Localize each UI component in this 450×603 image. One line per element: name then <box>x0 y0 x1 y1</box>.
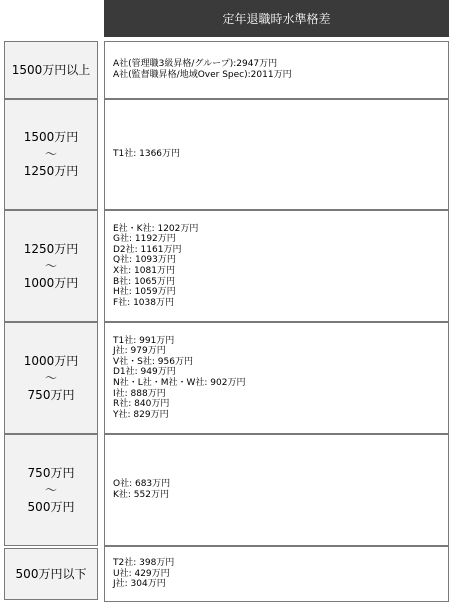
company-entry: D2社: 1161万円 <box>113 244 182 255</box>
table-header <box>104 0 449 37</box>
band-line: 500万円以下 <box>15 566 87 581</box>
company-entry: K社: 552万円 <box>113 490 169 500</box>
band-line: 750万円 <box>27 465 75 480</box>
company-entry: R社: 840万円 <box>113 399 170 410</box>
company-entry: Y社: 829万円 <box>113 409 169 420</box>
company-entry: A社(監督職昇格/地域Over Spec):2011万円 <box>113 70 292 80</box>
company-list-cell <box>104 322 449 434</box>
header-title: 定年退職時水準格差 <box>222 12 331 26</box>
company-entry: G社: 1192万円 <box>113 234 176 245</box>
salary-band-label <box>4 434 98 546</box>
company-list-cell <box>104 434 449 546</box>
band-line: 750万円 <box>27 387 75 402</box>
company-list-cell <box>104 210 449 322</box>
company-entry: I社: 888万円 <box>113 388 166 399</box>
band-line: ～ <box>44 258 57 273</box>
band-line: 1250万円 <box>23 164 79 178</box>
company-list-cell <box>104 546 449 602</box>
company-entry: Q社: 1093万円 <box>113 255 176 266</box>
company-entry: N社・L社・M社・W社: 902万円 <box>113 378 246 388</box>
band-line: 1250万円 <box>23 241 79 256</box>
company-entry: J社: 304万円 <box>113 579 166 590</box>
band-line: 1000万円 <box>23 275 79 290</box>
band-line: 1500万円以上 <box>11 62 91 77</box>
band-line: 500万円 <box>27 499 75 514</box>
company-entry: A社(管理職3級昇格/グループ):2947万円 <box>113 59 278 70</box>
company-entry: U社: 429万円 <box>113 568 170 579</box>
salary-band-label <box>4 41 98 99</box>
company-entry: T1社: 991万円 <box>113 335 175 346</box>
company-entry: T1社: 1366万円 <box>113 149 181 160</box>
band-line: 1500万円 <box>23 130 79 144</box>
company-entry: T2社: 398万円 <box>113 558 175 569</box>
band-line: ～ <box>44 370 57 385</box>
company-list-cell <box>104 41 449 99</box>
company-entry: J社: 979万円 <box>113 346 166 357</box>
company-entry: D1社: 949万円 <box>113 367 176 378</box>
salary-band-label <box>4 548 98 600</box>
band-line: 1000万円 <box>23 353 79 368</box>
salary-band-label <box>4 322 98 434</box>
salary-band-label <box>4 99 98 210</box>
company-entry: E社・K社: 1202万円 <box>113 223 199 234</box>
company-entry: O社: 683万円 <box>113 479 171 490</box>
band-line: ～ <box>44 482 57 497</box>
company-entry: X社: 1081万円 <box>113 266 175 276</box>
band-line: ～ <box>44 147 57 161</box>
company-entry: B社: 1065万円 <box>113 276 175 287</box>
salary-band-label <box>4 210 98 322</box>
company-entry: H社: 1059万円 <box>113 287 176 298</box>
company-entry: V社・S社: 956万円 <box>113 356 193 367</box>
company-entry: F社: 1038万円 <box>113 297 174 308</box>
company-list-cell <box>104 99 449 210</box>
